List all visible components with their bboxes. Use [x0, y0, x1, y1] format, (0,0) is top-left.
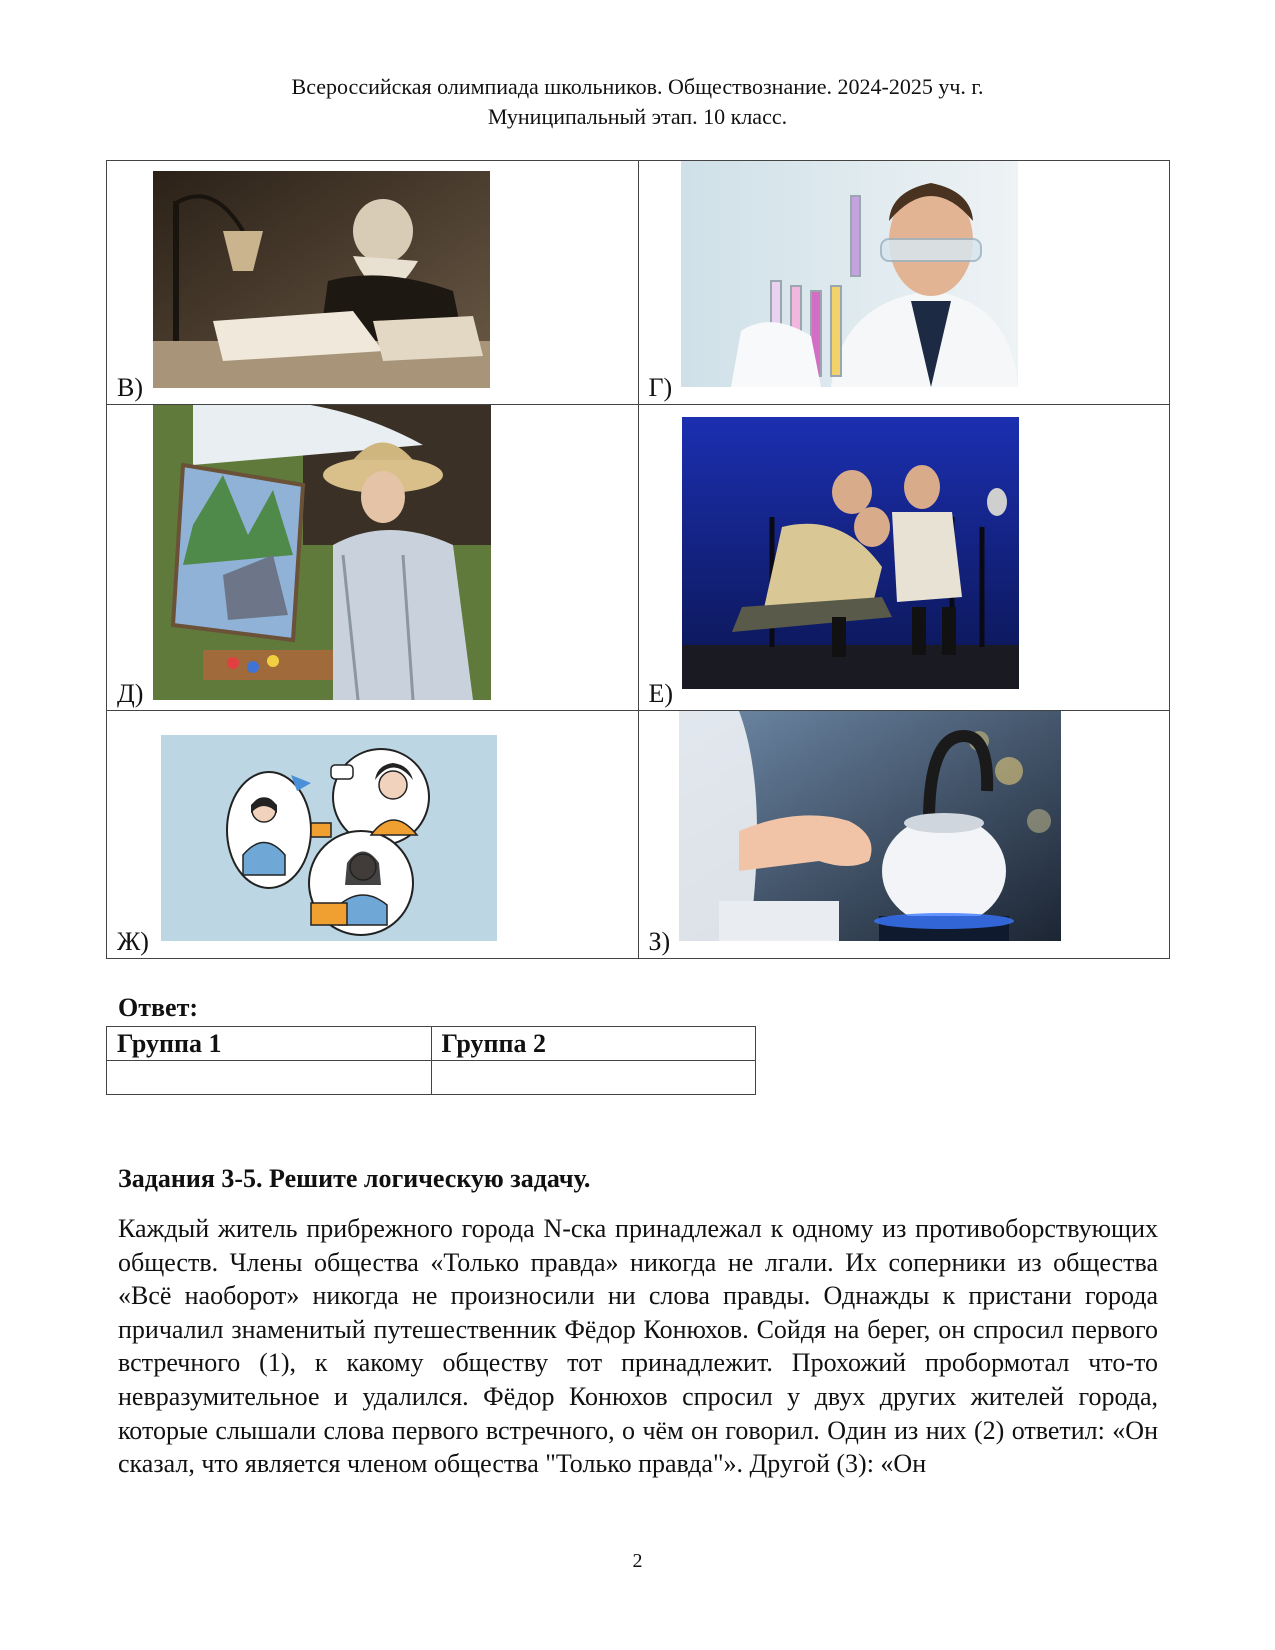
task-text: Каждый житель прибрежного города N-ска принадлежал к одному из противоборствующих обществ. Члены общества «Только правда» никогда не лгали. Их соперники из общества «Всё наоборот» никогда не произносили ни слова правды. Однажды к пристани города причалил знаменитый путешественник Фёдор Конюхов. Сойдя на берег, он спросил первого встречного (1), к какому обществу тот принадлежит. Прохожий пробормотал что-то невразумительное и удалился. Фёдор Конюхов спросил у двух других жителей города, которые слышали слова первого встречного, о чём он говорил. Один из них (2) ответил: «Он сказал, что является членом общества "Только правда"». Другой (3): «Он: [118, 1214, 1158, 1479]
answer-header-group-2: Группа 2: [431, 1027, 756, 1061]
image-cell-v: [107, 161, 639, 405]
answer-cell-group-1[interactable]: [107, 1061, 432, 1095]
image-cell-d: [107, 405, 639, 711]
header-line-2: Муниципальный этап. 10 класс.: [487, 104, 788, 129]
answer-table: [106, 1026, 756, 1095]
answer-cell-group-2[interactable]: [431, 1061, 756, 1095]
image-label: В): [117, 373, 143, 402]
image-label: Г): [648, 373, 673, 402]
elderly-scholar-writing-photo: [153, 171, 490, 388]
image-cell-g: [638, 161, 1170, 405]
page-number: 2: [632, 1550, 643, 1572]
page-header: [0, 72, 1275, 132]
image-cell-e: [638, 405, 1170, 711]
answer-header-group-1: Группа 1: [107, 1027, 432, 1061]
image-label: З): [648, 927, 671, 956]
image-cell-z: [638, 711, 1170, 959]
child-hand-near-kettle-photo: [679, 711, 1061, 941]
image-label: Е): [648, 679, 674, 708]
theatre-stage-actors-photo: [682, 417, 1019, 689]
image-label: Д): [117, 679, 144, 708]
online-communication-illustration: [161, 735, 497, 941]
images-table: [106, 160, 1170, 959]
artist-painting-landscape-photo: [153, 405, 491, 700]
task-title: Задания 3-5. Решите логическую задачу.: [118, 1164, 591, 1193]
header-line-1: Всероссийская олимпиада школьников. Обществознание. 2024-2025 уч. г.: [291, 74, 984, 99]
scientist-with-test-tubes-photo: [681, 161, 1018, 387]
image-label: Ж): [117, 927, 149, 956]
image-cell-zh: [107, 711, 639, 959]
answer-label: Ответ:: [118, 993, 199, 1022]
